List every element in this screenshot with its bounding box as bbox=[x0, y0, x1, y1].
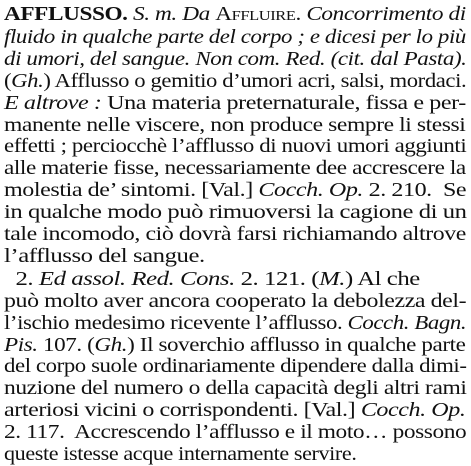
entry-line bbox=[4, 420, 466, 444]
entry-line bbox=[4, 376, 466, 400]
text-run: tale incomodo, ciò dovrà farsi richiamando altrove bbox=[4, 222, 466, 245]
italic-text: Gh. bbox=[11, 69, 44, 92]
text-run: molestia de’ sintomi. [Val.] bbox=[4, 179, 259, 201]
text-run: l’ischio medesimo ricevente l’afflusso. bbox=[4, 311, 348, 334]
entry-line bbox=[4, 156, 466, 180]
text-run: Una materia preternaturale, fissa e per- bbox=[101, 91, 466, 114]
entry-line bbox=[4, 113, 465, 137]
text-run: 2. 121. ( bbox=[234, 268, 320, 290]
text-run: del corpo suole ordinariamente dipendere dalla dimi- bbox=[4, 355, 467, 377]
text-run: alle materie fisse, necessariamente dee accrescere la bbox=[4, 157, 466, 179]
entry-line bbox=[4, 398, 465, 422]
entry-line bbox=[4, 354, 467, 378]
italic-text: E altrove : bbox=[4, 91, 102, 114]
entry-line bbox=[4, 333, 465, 357]
text-run: effetti ; perciocchè l’afflusso di nuovi umori aggiunti bbox=[4, 135, 467, 157]
text-run: 2. 117. Accrescendo l’afflusso e il moto… possono bbox=[4, 420, 467, 443]
entry-line bbox=[4, 222, 466, 246]
text-run: 107. ( bbox=[37, 333, 95, 356]
text-run: in qualche modo può rimuoversi la cagione di un bbox=[4, 201, 467, 223]
entry-line bbox=[4, 200, 466, 224]
entry-line bbox=[4, 91, 466, 115]
text-run: . bbox=[295, 3, 307, 25]
text-run: 2. 210. Se bbox=[363, 179, 467, 201]
italic-text: Cocch. Op. bbox=[258, 179, 364, 201]
entry-line bbox=[4, 442, 356, 466]
entry-line bbox=[4, 2, 466, 26]
text-run: ) Il soverchio afflusso in qualche parte bbox=[127, 333, 466, 356]
italic-text: fluido in qualche parte del corpo ; e dicesi per lo più bbox=[4, 25, 466, 48]
italic-text: Concorrimento di bbox=[306, 3, 466, 25]
italic-text: Gh. bbox=[94, 333, 128, 356]
text-run: l’afflusso del sangue. bbox=[4, 244, 205, 267]
italic-text: Ed assol. Red. Cons. bbox=[38, 268, 235, 290]
entry-line bbox=[4, 178, 466, 202]
entry-line bbox=[4, 134, 466, 158]
small-caps-text: Affluire bbox=[215, 3, 296, 25]
text-run: ) Al che bbox=[345, 268, 420, 290]
text-run: nuzione del numero o della capacità degli altri rami bbox=[4, 377, 467, 399]
entry-line bbox=[4, 47, 467, 71]
text-run: può molto aver ancora cooperato la debolezza del- bbox=[4, 290, 467, 312]
italic-text: Pis. bbox=[4, 333, 38, 356]
italic-text: Cocch. Bagn. bbox=[347, 311, 467, 334]
entry-line bbox=[4, 244, 205, 268]
sense-2-line bbox=[4, 267, 420, 291]
entry-line bbox=[4, 25, 466, 49]
text-run: 2. bbox=[4, 268, 39, 290]
text-run: queste istesse acque internamente servire. bbox=[4, 442, 357, 465]
italic-text: Cocch. Op. bbox=[360, 399, 466, 421]
headword: AFFLUSSO. bbox=[4, 3, 128, 25]
entry-line bbox=[4, 69, 466, 93]
dictionary-entry bbox=[4, 2, 467, 465]
text-run: arteriosi vicini o corrispondenti. [Val.] bbox=[4, 399, 361, 421]
entry-line bbox=[4, 289, 466, 313]
text-run: manente nelle viscere, non produce sempre li stessi bbox=[4, 113, 466, 136]
italic-text: di umori, del sangue. Non com. Red. (cit. dal Pasta). bbox=[4, 47, 467, 70]
italic-text: M. bbox=[319, 268, 346, 290]
italic-text: S. m. Da bbox=[133, 3, 216, 25]
text-run: ( bbox=[4, 69, 12, 92]
entry-line bbox=[4, 311, 466, 335]
text-run: ) Afflusso o gemitio d’umori acri, salsi, mordaci. bbox=[43, 69, 467, 92]
